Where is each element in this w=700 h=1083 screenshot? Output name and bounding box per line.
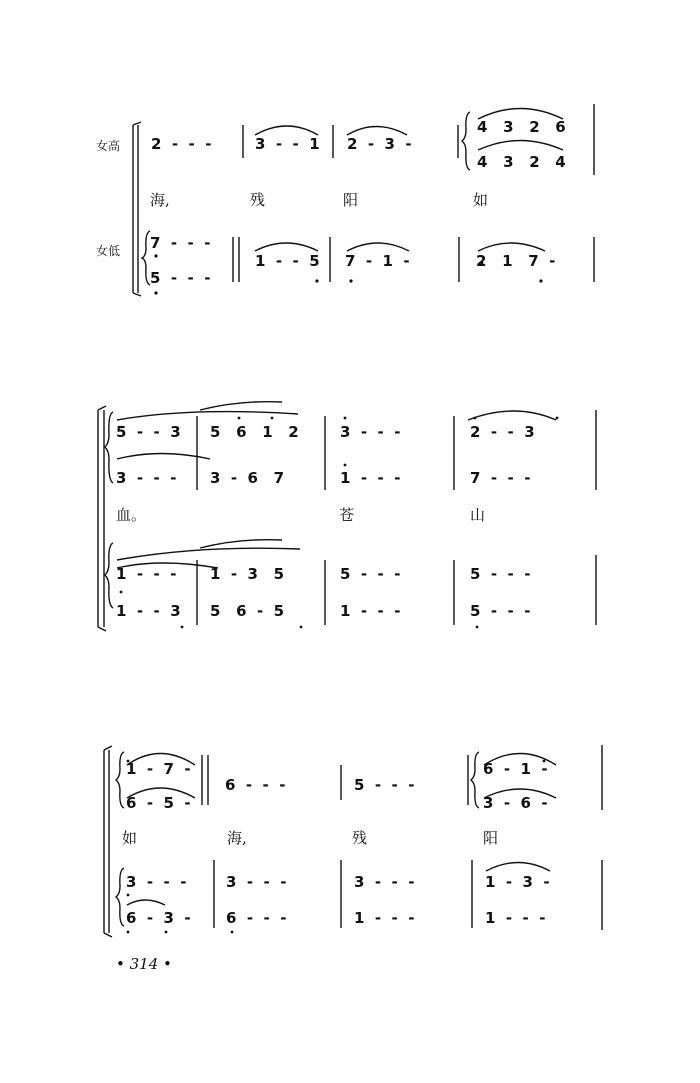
system1-lyric-1: 海, xyxy=(150,191,170,209)
system1-soprano-measure-2: 3 - - 1 xyxy=(255,135,320,153)
voice-label-soprano: 女高 xyxy=(96,139,121,153)
system2-lyric-2: 苍 xyxy=(339,506,355,524)
voice-label-alto: 女低 xyxy=(96,244,121,258)
system3-lower1-m4: 1 - 3 - xyxy=(485,873,550,891)
system3-lower2-m3: 1 - - - xyxy=(354,909,415,927)
system2-upper1-m4: 2 - - 3 xyxy=(470,423,535,441)
system2-lyric-1: 血。 xyxy=(116,506,147,524)
page-number: • 314 • xyxy=(116,955,172,973)
system2-upper1-m2: 5 6 1 2 xyxy=(210,423,299,441)
system2-upper2-m4: 7 - - - xyxy=(470,469,531,487)
system1-alto-measure-2: 1 - - 5 xyxy=(255,252,320,270)
system2-lower1-m3: 5 - - - xyxy=(340,565,401,583)
system3-lyric-3: 残 xyxy=(352,829,368,847)
system2-lower1-m1: 1 - - - xyxy=(116,565,177,583)
system1-soprano-brace-right xyxy=(462,112,470,170)
system2-upper1-m1: 5 - - 3 xyxy=(116,423,181,441)
system3-upper-m3: 5 - - - xyxy=(354,776,415,794)
system2-lyric-3: 山 xyxy=(470,506,486,524)
system2-lower2-m1: 1 - - 3 xyxy=(116,602,181,620)
system2-upper1-m3: 3 - - - xyxy=(340,423,401,441)
system1-alto-measure-3: 7 - 1 - xyxy=(345,252,410,270)
system1-alto-div-lower: 5 - - - xyxy=(150,269,211,287)
system1-lyric-2: 残 xyxy=(250,191,266,209)
system2-upper2-m3: 1 - - - xyxy=(340,469,401,487)
system2-upper2-m2: 3 - 6 7 xyxy=(210,469,285,487)
system3-lower2-m2: 6 - - - xyxy=(226,909,287,927)
system1-soprano-div-lower: 4 3 2 4 xyxy=(477,153,566,171)
system3-lower1-m1: 3 - - - xyxy=(126,873,187,891)
system2-lower2-m3: 1 - - - xyxy=(340,602,401,620)
system1-soprano-measure-1: 2 - - - xyxy=(151,135,212,153)
system1-lyric-4: 如 xyxy=(473,191,489,209)
system1-alto-brace xyxy=(142,231,150,285)
system3-lower2-m4: 1 - - - xyxy=(485,909,546,927)
system3-upper-last2: 3 - 6 - xyxy=(483,794,548,812)
system3-upper-last1: 6 - 1 - xyxy=(483,760,548,778)
system1-soprano-measure-3: 2 - 3 - xyxy=(347,135,412,153)
system1-soprano-div-upper: 4 3 2 6 xyxy=(477,118,566,136)
system3-upper-m2: 6 - - - xyxy=(225,776,286,794)
system1-alto-div-upper: 7 - - - xyxy=(150,234,211,252)
system3-bracket xyxy=(104,746,112,937)
system3-lower1-m2: 3 - - - xyxy=(226,873,287,891)
system2-lower2-m2: 5 6 - 5 xyxy=(210,602,285,620)
system2-lower2-m4: 5 - - - xyxy=(470,602,531,620)
system2-lower1-m2: 1 - 3 5 xyxy=(210,565,285,583)
system3-lyric-2: 海, xyxy=(227,829,247,847)
system2-bracket xyxy=(98,406,106,631)
system2-lower1-m4: 5 - - - xyxy=(470,565,531,583)
system3-lyric-1: 如 xyxy=(122,829,138,847)
system3-lower1-m3: 3 - - - xyxy=(354,873,415,891)
system3-upper-div1: 1 - 7 - xyxy=(126,760,191,778)
system2-upper2-m1: 3 - - - xyxy=(116,469,177,487)
system3-upper-div2: 6 - 5 - xyxy=(126,794,191,812)
system1-lyric-3: 阳 xyxy=(343,191,359,209)
system3-lyric-4: 阳 xyxy=(483,829,499,847)
system1-alto-measure-4: 2 1 7 - xyxy=(476,252,556,270)
system1-bracket xyxy=(133,122,141,296)
system3-lower2-m1: 6 - 3 - xyxy=(126,909,191,927)
